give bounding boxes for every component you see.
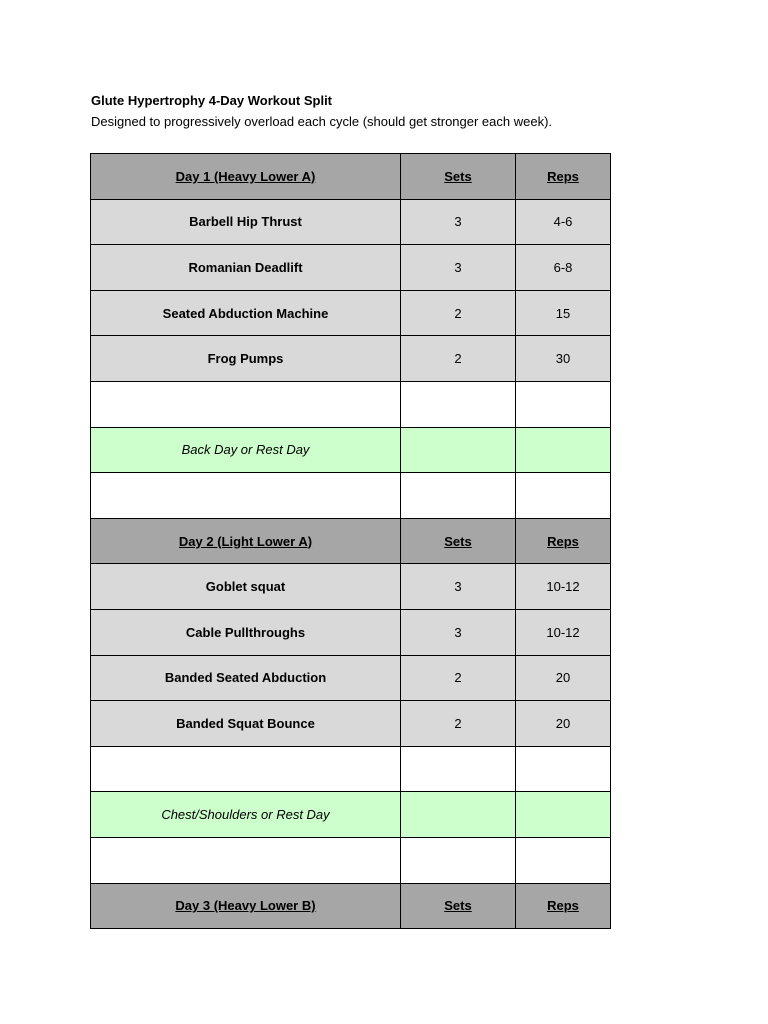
exercise-name-cell: Chest/Shoulders or Rest Day <box>91 792 401 838</box>
sets-cell <box>401 837 516 883</box>
exercise-name-cell <box>91 473 401 519</box>
exercise-name-cell: Seated Abduction Machine <box>91 290 401 336</box>
reps-cell <box>516 837 611 883</box>
day-title-cell: Day 3 (Heavy Lower B) <box>91 883 401 929</box>
sets-cell <box>401 473 516 519</box>
sets-cell: 2 <box>401 701 516 747</box>
day-header-row <box>91 883 611 929</box>
exercise-row <box>91 199 611 245</box>
day-header-row <box>91 154 611 200</box>
sets-header-cell: Sets <box>401 154 516 200</box>
sets-cell <box>401 381 516 427</box>
sets-cell: 3 <box>401 245 516 291</box>
blank-row <box>91 837 611 883</box>
exercise-row <box>91 290 611 336</box>
rest-day-row <box>91 792 611 838</box>
sets-header-cell: Sets <box>401 883 516 929</box>
blank-row <box>91 473 611 519</box>
reps-cell: 10-12 <box>516 609 611 655</box>
workout-table <box>90 153 611 929</box>
sets-cell: 2 <box>401 290 516 336</box>
reps-header-cell: Reps <box>516 518 611 564</box>
day-header-row <box>91 518 611 564</box>
exercise-row <box>91 701 611 747</box>
reps-cell: 10-12 <box>516 564 611 610</box>
exercise-name-cell <box>91 381 401 427</box>
sets-cell <box>401 792 516 838</box>
reps-cell: 4-6 <box>516 199 611 245</box>
sets-cell <box>401 746 516 792</box>
reps-cell: 20 <box>516 655 611 701</box>
blank-row <box>91 746 611 792</box>
sets-cell: 2 <box>401 655 516 701</box>
blank-row <box>91 381 611 427</box>
rest-day-row <box>91 427 611 473</box>
sets-cell: 2 <box>401 336 516 382</box>
reps-cell <box>516 381 611 427</box>
exercise-name-cell: Frog Pumps <box>91 336 401 382</box>
exercise-name-cell: Goblet squat <box>91 564 401 610</box>
sets-cell <box>401 427 516 473</box>
reps-cell <box>516 746 611 792</box>
exercise-row <box>91 245 611 291</box>
day-title-cell: Day 1 (Heavy Lower A) <box>91 154 401 200</box>
exercise-name-cell: Banded Seated Abduction <box>91 655 401 701</box>
exercise-name-cell <box>91 837 401 883</box>
exercise-row <box>91 609 611 655</box>
sets-header-cell: Sets <box>401 518 516 564</box>
exercise-name-cell: Banded Squat Bounce <box>91 701 401 747</box>
exercise-name-cell <box>91 746 401 792</box>
day-title-cell: Day 2 (Light Lower A) <box>91 518 401 564</box>
workout-table-body <box>91 154 611 929</box>
reps-cell <box>516 473 611 519</box>
reps-cell: 30 <box>516 336 611 382</box>
sets-cell: 3 <box>401 199 516 245</box>
reps-cell: 15 <box>516 290 611 336</box>
reps-header-cell: Reps <box>516 154 611 200</box>
exercise-name-cell: Back Day or Rest Day <box>91 427 401 473</box>
reps-header-cell: Reps <box>516 883 611 929</box>
exercise-row <box>91 336 611 382</box>
reps-cell: 6-8 <box>516 245 611 291</box>
exercise-name-cell: Romanian Deadlift <box>91 245 401 291</box>
reps-cell <box>516 792 611 838</box>
exercise-name-cell: Barbell Hip Thrust <box>91 199 401 245</box>
document-subtitle: Designed to progressively overload each cycle (should get stronger each week). <box>91 114 553 129</box>
document-title: Glute Hypertrophy 4-Day Workout Split <box>91 93 333 108</box>
sets-cell: 3 <box>401 564 516 610</box>
sets-cell: 3 <box>401 609 516 655</box>
reps-cell: 20 <box>516 701 611 747</box>
exercise-row <box>91 564 611 610</box>
reps-cell <box>516 427 611 473</box>
exercise-name-cell: Cable Pullthroughs <box>91 609 401 655</box>
exercise-row <box>91 655 611 701</box>
